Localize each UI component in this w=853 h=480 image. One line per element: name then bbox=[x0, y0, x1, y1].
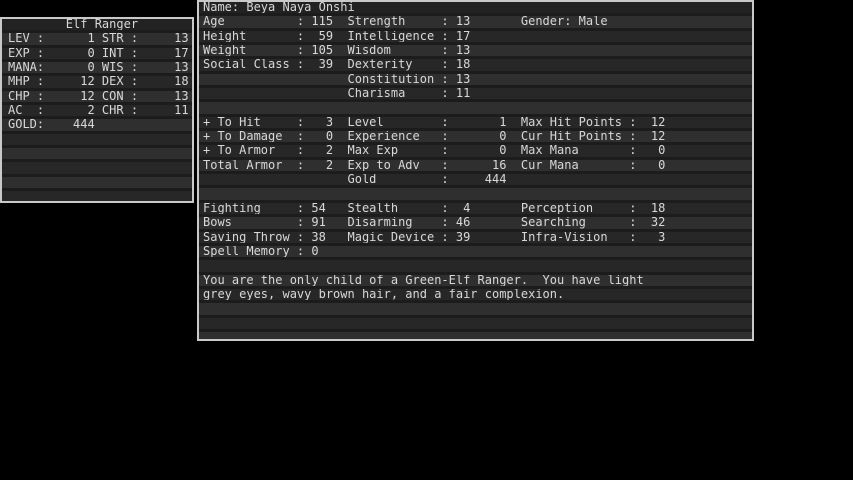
combat-line-toarmor-maxexp-maxmana: + To Armor : 2 Max Exp : 0 Max Mana : 0 bbox=[199, 145, 752, 156]
skill-line-bows-disarming-searching: Bows : 91 Disarming : 46 Searching : 32 bbox=[199, 217, 752, 228]
stat-line-mhp-dex: MHP : 12 DEX : 18 bbox=[2, 76, 192, 87]
attr-line-socialclass-dexterity: Social Class : 39 Dexterity : 18 bbox=[199, 59, 752, 70]
attr-line-age-strength-gender: Age : 115 Strength : 13 Gender: Male bbox=[199, 16, 752, 27]
character-name-line: Name: Beya Naya Onshi bbox=[199, 2, 752, 13]
sidebar-title-line: Elf Ranger bbox=[2, 19, 192, 30]
combat-line-totalarmor-exptoadv-curmana: Total Armor : 2 Exp to Adv : 16 Cur Mana : 0 bbox=[199, 160, 752, 171]
empty-line bbox=[199, 303, 752, 314]
attr-line-weight-wisdom: Weight : 105 Wisdom : 13 bbox=[199, 45, 752, 56]
empty-line bbox=[2, 134, 192, 145]
stat-line-exp-int: EXP : 0 INT : 17 bbox=[2, 48, 192, 59]
attr-line-constitution: Constitution : 13 bbox=[199, 74, 752, 85]
character-sheet-panel bbox=[197, 0, 754, 341]
empty-line bbox=[2, 162, 192, 173]
history-line-1: You are the only child of a Green-Elf Ranger. You have light bbox=[199, 275, 752, 286]
skill-line-spellmemory: Spell Memory : 0 bbox=[199, 246, 752, 257]
skill-line-fighting-stealth-perception: Fighting : 54 Stealth : 4 Perception : 18 bbox=[199, 203, 752, 214]
stat-line-ac-chr: AC : 2 CHR : 11 bbox=[2, 105, 192, 116]
skill-line-savingthrow-magicdevice-infravision: Saving Throw : 38 Magic Device : 39 Infra-Vision : 3 bbox=[199, 232, 752, 243]
combat-line-tohit-level-maxhp: + To Hit : 3 Level : 1 Max Hit Points : 12 bbox=[199, 117, 752, 128]
stat-line-mana-wis: MANA: 0 WIS : 13 bbox=[2, 62, 192, 73]
empty-line bbox=[199, 188, 752, 199]
stat-line-chp-con: CHP : 12 CON : 13 bbox=[2, 91, 192, 102]
empty-line bbox=[2, 191, 192, 202]
combat-line-gold: Gold : 444 bbox=[199, 174, 752, 185]
stat-line-gold: GOLD: 444 bbox=[2, 119, 192, 130]
stat-line-lev-str: LEV : 1 STR : 13 bbox=[2, 33, 192, 44]
history-line-2: grey eyes, wavy brown hair, and a fair complexion. bbox=[199, 289, 752, 300]
attr-line-charisma: Charisma : 11 bbox=[199, 88, 752, 99]
empty-line bbox=[2, 177, 192, 188]
attr-line-height-intelligence: Height : 59 Intelligence : 17 bbox=[199, 31, 752, 42]
combat-line-todamage-experience-curhp: + To Damage : 0 Experience : 0 Cur Hit Points : 12 bbox=[199, 131, 752, 142]
empty-line bbox=[2, 148, 192, 159]
empty-line bbox=[199, 102, 752, 113]
empty-line bbox=[199, 260, 752, 271]
character-stats-sidebar bbox=[0, 17, 194, 203]
empty-line bbox=[199, 332, 752, 341]
empty-line bbox=[199, 318, 752, 329]
